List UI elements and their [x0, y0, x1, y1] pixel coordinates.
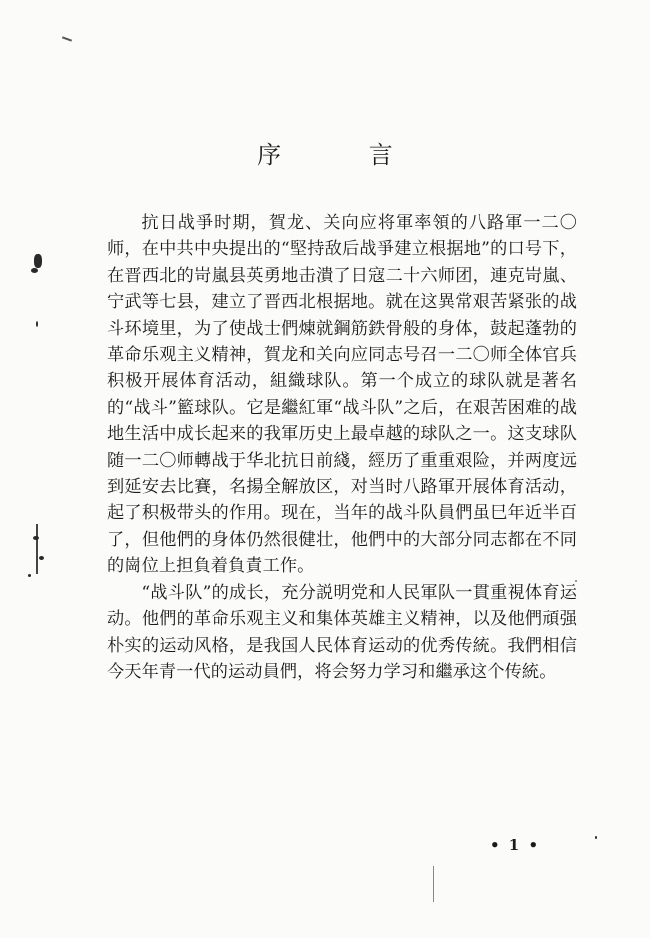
- scan-speck: [595, 836, 597, 839]
- scan-mark-left-margin: [36, 524, 38, 574]
- page-number: • 1 •: [490, 836, 541, 854]
- scan-speck: [36, 321, 38, 327]
- scan-speck: [28, 574, 31, 577]
- scan-mark-top-left: [62, 36, 72, 41]
- scan-mark-bottom: [433, 866, 434, 902]
- paragraph-1: 抗日战爭时期，賀龙、关向应将軍率領的八路軍一二〇师，在中共中央提出的“堅持敌后战爭建立根据地”的口号下，在晋西北的岢嵐县英勇地击潰了日寇二十六师团，連克岢嵐、宁武等七县，建立了晋西北根据地。就在这異常艰苦紧张的战斗环境里，为了使战士們煉就鋼筋鉄骨般的身体，鼓起蓬勃的革命乐观主义精神，賀龙和关向应同志号召一二〇师全体官兵积极开展体育活动，組織球队。第一个成立的球队就是著名的“战斗”籃球队。它是繼紅軍“战斗队”之后，在艰苦困难的战地生活中成长起来的我軍历史上最卓越的球队之一。这支球队随一二〇师轉战于华北抗日前綫，經历了重重艰险，并两度远到延安去比賽，名揚全解放区，对当时八路軍开展体育活动，起了积极带头的作用。现在，当年的战斗队員們虽巳年近半百了，但他們的身体仍然很健壮，他們中的大部分同志都在不同的崗位上担負着負責工作。: [107, 213, 577, 577]
- paragraph-2: “战斗队”的成长，充分説明党和人民軍队一貫重視体育运动。他們的革命乐观主义和集体英雄主义精神，以及他們頑强朴实的运动风格，是我国人民体育运动的优秀传統。我們相信今天年青一代的运动員們，将会努力学习和繼承这个传統。: [107, 582, 577, 682]
- page-title: 序 言: [257, 141, 433, 169]
- scan-speck: [33, 536, 39, 540]
- scan-speck: [31, 268, 38, 273]
- preface-body: [107, 210, 577, 685]
- scan-speck: [575, 580, 577, 582]
- scan-speck: [39, 556, 44, 560]
- scan-speck: [34, 254, 42, 268]
